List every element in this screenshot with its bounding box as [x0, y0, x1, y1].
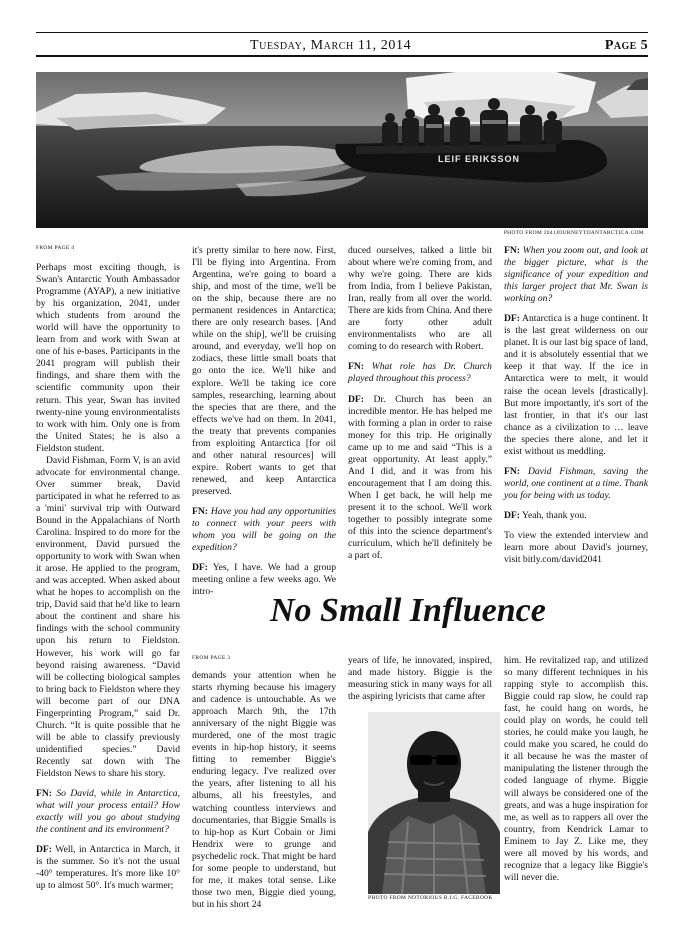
interview-answer	[348, 394, 492, 563]
paragraph: it's pretty similar to here now. First, I'll be flying into Argentina. From Argentina, we're going to board a ship, and most of the time, we'll be on the ship, because there are no permanent residences in Antarctica; there are only research bases. [And while on the ship], we'll be cruising around, and everyday, we'll hop on zodiacs, these little small boats that go onto the ice. We'll hike and explore. We'll be taking ice core samples, researching, learning about the species that are there, and the effects we've had on them. In 2041, the treaty that prevents companies from exploiting Antarctica [for oil and other natural resources] will expire. Robert wants to get that renewed, and keep Antarctica preserved.	[192, 245, 336, 497]
issue-date: Tuesday, March 11, 2014	[250, 38, 412, 53]
paragraph: him. He revitalized rap, and utilized so many different techniques in his rapping style to accomplish this. Biggie could rap slow, he could rap fast, he could hang on words, he could play on words, he could tell stories, he could make you laugh, he could make you scared, he could do it all because he was the master of manipulating the listener through the coded language of rhyme. Biggie will always be considered one of the greats, and was a huge inspiration for me, as well as to rappers all over the country, from Kendrick Lamar to Eminem to Jay Z. Like me, they were all moved by his words, and recognize that a legacy like Biggie's will never die.	[504, 655, 648, 883]
question-text: Have you had any opportunities to connect with your peers with whom you will be going on the expedition?	[192, 505, 336, 554]
notorious-big-photo	[368, 712, 500, 894]
answer-text: Well, in Antarctica in March, it is the summer. So it's not the usual -40° temperatures. It's more like 10° up to almost 50°. It's much warmer;	[36, 844, 180, 892]
page-number: Page 5	[604, 38, 648, 53]
paragraph: duced ourselves, talked a little bit about where we're coming from, and why we're going. There are kids from India, from I believe Pakistan, Iran, really from all over the world. There are kids from China. And there are forty other adult environmentalists who are all coming to do research with Robert.	[348, 245, 492, 353]
paragraph: demands your attention when he starts rhyming because his imagery and cadence is untouchable. As we approach March 9th, the 17th anniversary of the night Biggie was murdered, one of the most tragic events in hip-hop history, it seems fitting to remember Biggie's enduring legacy. I've realized over the years, after listening to all his albums, all his freestyles, and watching countless interviews and documentaries, that Biggie Smalls is to hip-hop as Kurt Cobain or Jimi Hendrix were to grunge and psychedelic rock. That might be hard for some people to understand, but for me, it makes total sense. Like those two men, Biggie died young, but in his short 24	[192, 670, 336, 910]
interview-answer	[504, 510, 648, 522]
article2-column-3	[348, 655, 492, 711]
interview-answer	[36, 844, 180, 892]
answer-text: Antarctica is a huge continent. It is the last great wilderness on our planet. It is our last big space of land, and it is absolutely essential that we keep it that way. If the ice in Antarctica were to melt, it would raise the ocean levels [drastically]. But more importantly, it's sort of the last frontier, in that it's our last chance as a civilization to … leave the species there alone, and let it exist without us meddling.	[504, 313, 648, 457]
speaker-label: DF:	[36, 844, 52, 856]
from-page-label: FROM PAGE 3	[192, 655, 231, 661]
interview-question	[348, 361, 492, 385]
interview-question	[192, 506, 336, 554]
answer-text: Yeah, thank you.	[522, 509, 587, 521]
biggie-photo-credit: PHOTO FROM NOTORIOUS B.I.G. FACEBOOK	[368, 895, 493, 901]
speaker-label: FN:	[192, 505, 208, 517]
header-top-rule	[36, 32, 648, 33]
speaker-label: FN:	[36, 788, 52, 800]
article1-column-2	[192, 245, 336, 606]
interview-question	[504, 466, 648, 502]
speaker-label: FN:	[504, 465, 520, 477]
interview-question	[36, 788, 180, 836]
paragraph: Perhaps most exciting though, is Swan's Antarctic Youth Ambassador Programme (AYAP), a new initiative by his organization, 2041, under which students from around the world will have the opportunity to learn from and work with Swan at one of his e-bases. Participants in the 2041 program will publish their findings, and share them with the scientific community upon their return. This year, Swan has invited twenty-nine young environmentalists to work with him. Only one is from the United States; he is also a Fieldston student.	[36, 262, 180, 454]
speaker-label: FN:	[348, 361, 364, 373]
interview-question	[504, 245, 648, 305]
top-photo-credit: PHOTO FROM 2041JOURNEYTOANTARCTICA.COM	[503, 230, 644, 236]
question-text: So David, while in Antarctica, what will your process entail? How exactly will you go about studying the continent and its environment?	[36, 788, 180, 836]
question-text: When you zoom out, and look at the bigger picture, what is the significance of your expedition and this larger project that Mr. Swan is working on?	[504, 245, 648, 305]
portrait-illustration	[368, 712, 500, 894]
article1-column-4	[504, 245, 648, 574]
paragraph: years of life, he innovated, inspired, and made history. Biggie is the measuring stick in many ways for all the aspiring lyricists that came after	[348, 655, 492, 703]
question-text: What role has Dr. Church played throughout this process?	[348, 361, 492, 385]
article1-column-3	[348, 245, 492, 570]
article-headline: No Small Influence	[270, 592, 546, 629]
speaker-label: DF:	[348, 393, 364, 405]
zodiac-illustration	[36, 72, 648, 228]
answer-text: Dr. Church has been an incredible mentor. He has helped me with forming a plan in order to raise money for this trip. He originally came up to me and said “This is a great opportunity. At least apply.” And I did, and it was from his encouragement that I am doing this. When I get back, he will help me present it to the school. We'll work together to possibly integrate some of this into the science department's curriculum, which he'll definitely be a part of.	[348, 393, 492, 562]
interview-answer	[504, 313, 648, 458]
article1-column-1	[36, 262, 180, 900]
speaker-label: DF:	[504, 509, 520, 521]
speaker-label: DF:	[504, 313, 520, 325]
paragraph: David Fishman, Form V, is an avid advocate for environmental change. Over summer break, David participated in what he referred to as a 'mini' survival trip with Outward Bound in the Appalachians of North Carolina. Inspired to do more for the environment, David pursued the opportunity to work with Swan when it arose. He applied to the program, and was accepted. When asked about what he hopes to accomplish on the trip, David said that he'd like to learn about the continent and share his findings with the school community upon his return to Fieldston. However, his work will go far beyond raising awareness. “David will be collecting biological samples to bring back to Fieldston where they will become part of our DNA Fingerprinting Program,” said Dr. Church. “It is quite possible that he will be able to classify previously unidentified species.” David Recently sat down with The Fieldston News to share his story.	[36, 454, 180, 779]
speaker-label: FN:	[504, 245, 520, 256]
from-page-label: FROM PAGE 4	[36, 245, 75, 251]
article2-column-4	[504, 655, 648, 892]
article2-column-2	[192, 670, 336, 919]
boat-name-text: LEIF ERIKSSON	[438, 154, 521, 164]
question-text: David Fishman, saving the world, one continent at a time. Thank you for being with us today.	[504, 465, 648, 501]
speaker-label: DF:	[192, 562, 208, 574]
header-bottom-rule	[36, 55, 648, 57]
antarctica-zodiac-photo	[36, 72, 648, 228]
extended-interview-note: To view the extended interview and learn more about David's journey, visit bitly.com/david2041	[504, 529, 648, 566]
answer-text: Yes, I have. We had a group meeting online a few weeks ago. We intro-	[192, 562, 336, 598]
